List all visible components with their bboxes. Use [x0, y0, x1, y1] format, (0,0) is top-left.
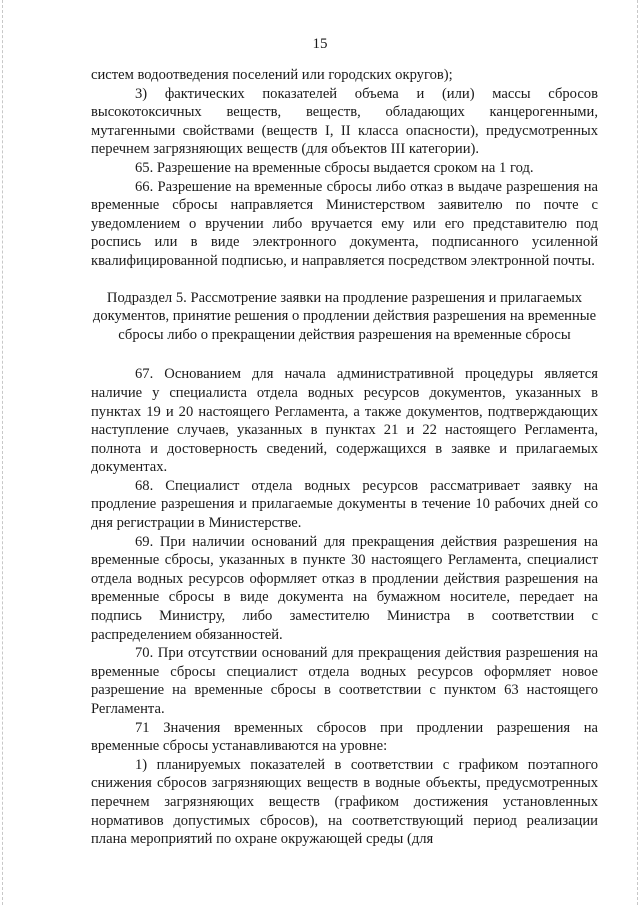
paragraph-71: 71 Значения временных сбросов при продлении разрешения на временные сбросы устанавливаются на уровне:: [91, 719, 598, 755]
paragraph-66: 66. Разрешение на временные сбросы либо отказ в выдаче разрешения на временные сбросы направляется Министерством заявителю по почте с уведомлением о вручении либо вручается ему или его представителю под роспись или в виде электронного документа, подписанного усиленной квалифицированной подписью, и направляется посредством электронной почты.: [91, 178, 598, 269]
paragraph-67: 67. Основанием для начала административной процедуры является наличие у специалиста отдела водных ресурсов документов, указанных в пунктах 19 и 20 настоящего Регламента, а также документов, подтверждающих наступление случаев, указанных в пунктах 21 и 22 настоящего Регламента, полнота и достоверность сведений, содержащихся в заявке и прилагаемых документах.: [91, 366, 598, 476]
paragraph-68: 68. Специалист отдела водных ресурсов рассматривает заявку на продление разрешения и прилагаемые документы в течение 10 рабочих дней со дня регистрации в Министерстве.: [91, 477, 598, 532]
scan-edge-right: [637, 0, 638, 905]
paragraph-70: 70. При отсутствии оснований для прекращения действия разрешения на временные сбросы специалист отдела водных ресурсов оформляет новое разрешение на временные сбросы в соответствии с пунктом 63 настоящего Регламента.: [91, 645, 598, 717]
scan-edge-left: [2, 0, 3, 905]
paragraph-65: 65. Разрешение на временные сбросы выдается сроком на 1 год.: [135, 159, 534, 176]
paragraph-69: 69. При наличии оснований для прекращения действия разрешения на временные сбросы, указанных в пункте 30 настоящего Регламента, специалист отдела водных ресурсов оформляет отказ в продлении действия разрешения на временные сбросы в виде документа на бумажном носителе, передает на подпись Министру, либо заместителю Министра в соответствии с распределением обязанностей.: [91, 533, 598, 643]
document-body: [91, 66, 598, 849]
paragraph-71-item-1: 1) планируемых показателей в соответствии с графиком поэтапного снижения сбросов загрязняющих веществ в водные объекты, предусмотренных перечнем загрязняющих веществ (графиком достижения установленных нормативов допустимых сбросов), на соответствующий период реализации плана мероприятий по охране окружающей среды (для: [91, 756, 598, 848]
paragraph-item-3: 3) фактических показателей объема и (или) массы сбросов высокотоксичных веществ, веществ, обладающих канцерогенными, мутагенными свойствами (веществ I, II класса опасности), предусмотренных перечнем загрязняющих веществ (для объектов III категории).: [91, 85, 598, 158]
paragraph-continuation: систем водоотведения поселений или городских округов);: [91, 67, 453, 83]
page-number: 15: [312, 36, 328, 52]
subsection-heading: Подраздел 5. Рассмотрение заявки на продление разрешения и прилагаемых документов, принятие решения о продлении действия разрешения на временные сбросы либо о прекращении действия разрешения на временные сбросы: [92, 289, 597, 343]
